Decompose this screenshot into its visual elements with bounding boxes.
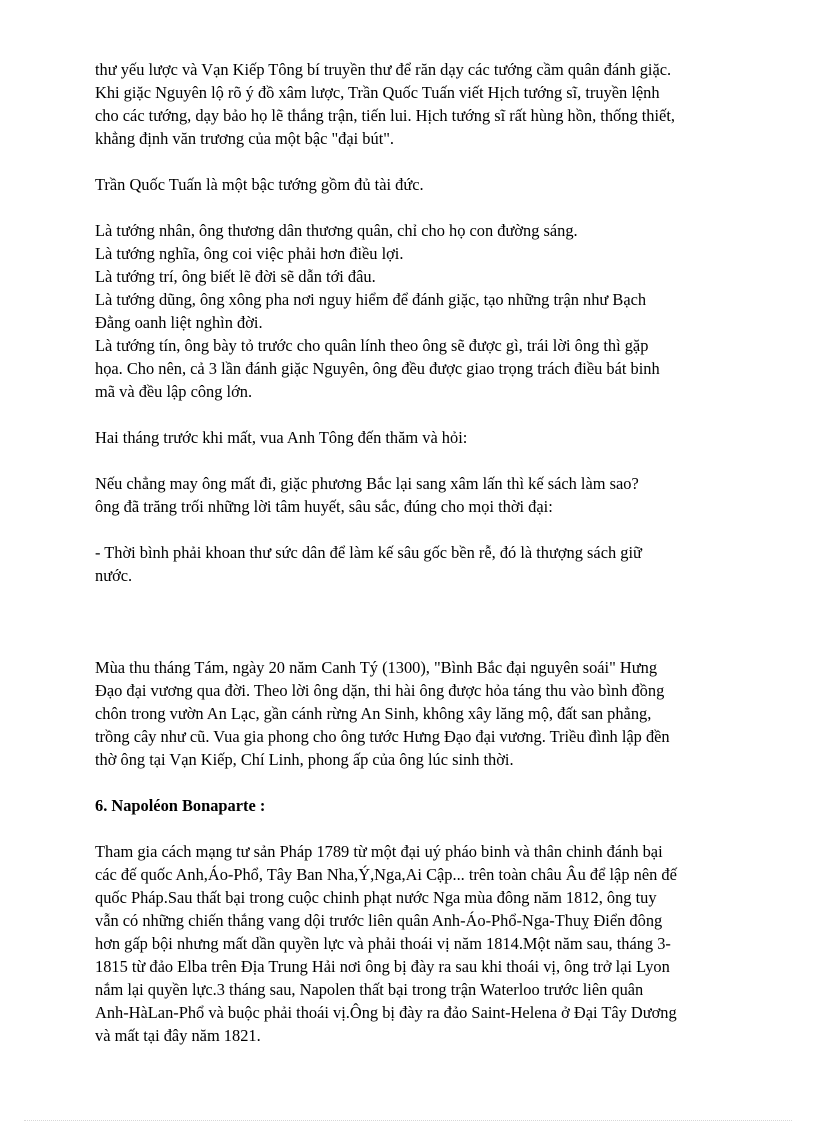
text-line: vẫn có những chiến thắng vang dội trước liên quân Anh-Áo-Phổ-Nga-Thuỵ Điển đông [95, 911, 663, 930]
text-line: Hai tháng trước khi mất, vua Anh Tông đến thăm và hỏi: [95, 428, 468, 447]
paragraph-cau-hoi [95, 472, 767, 518]
paragraph-qua-doi [95, 656, 767, 771]
text-line: Anh-HàLan-Phổ và buộc phải thoái vị.Ông bị đày ra đảo Saint-Helena ở Đại Tây Dương [95, 1003, 677, 1022]
text-line: Khi giặc Nguyên lộ rõ ý đồ xâm lược, Trần Quốc Tuấn viết Hịch tướng sĩ, truyền lệnh [95, 83, 660, 102]
text-line: Là tướng nhân, ông thương dân thương quân, chỉ cho họ con đường sáng. [95, 221, 578, 240]
text-line: Là tướng dũng, ông xông pha nơi nguy hiểm để đánh giặc, tạo những trận như Bạch [95, 290, 647, 309]
text-line: các đế quốc Anh,Áo-Phổ, Tây Ban Nha,Ý,Nga,Ai Cập... trên toàn châu Âu để lập nên đế [95, 865, 677, 884]
text-line: thư yếu lược và Vạn Kiếp Tông bí truyền thư để răn dạy các tướng cầm quân đánh giặc. [95, 60, 672, 79]
text-line: Đằng oanh liệt nghìn đời. [95, 313, 263, 332]
text-line: ông đã trăng trối những lời tâm huyết, sâu sắc, đúng cho mọi thời đại: [95, 497, 553, 516]
text-line: Đạo đại vương qua đời. Theo lời ông dặn, thi hài ông được hỏa táng thu vào bình đồng [95, 681, 665, 700]
text-line: Trần Quốc Tuấn là một bậc tướng gồm đủ tài đức. [95, 175, 424, 194]
text-line: khẳng định văn trương của một bậc "đại bút". [95, 129, 395, 148]
section-heading-napoleon: 6. Napoléon Bonaparte : [95, 796, 266, 815]
text-line: Là tướng nghĩa, ông coi việc phải hơn điều lợi. [95, 244, 404, 263]
text-line: Là tướng trí, ông biết lẽ đời sẽ dẫn tới đâu. [95, 267, 376, 286]
paragraph-tai-duc [95, 173, 767, 196]
text-line: Mùa thu tháng Tám, ngày 20 năm Canh Tý (1300), "Bình Bắc đại nguyên soái" Hưng [95, 658, 658, 677]
paragraph-nam-duc-tuong [95, 219, 767, 403]
text-line: Tham gia cách mạng tư sản Pháp 1789 từ một đại uý pháo binh và thân chinh đánh bại [95, 842, 663, 861]
text-line: và mất tại đây năm 1821. [95, 1026, 261, 1045]
page-bottom-divider [24, 1120, 792, 1121]
text-line: trồng cây như cũ. Vua gia phong cho ông tước Hưng Đạo đại vương. Triều đình lập đền [95, 727, 670, 746]
document-page [95, 58, 767, 1070]
text-line: mã và đều lập công lớn. [95, 382, 253, 401]
blank-space [95, 587, 767, 656]
text-line: chôn trong vườn An Lạc, gần cánh rừng An Sinh, không xây lăng mộ, đất san phẳng, [95, 704, 652, 723]
paragraph-vua-tham-hoi [95, 426, 767, 449]
text-line: họa. Cho nên, cả 3 lần đánh giặc Nguyên, ông đều được giao trọng trách điều bát binh [95, 359, 660, 378]
text-line: thờ ông tại Vạn Kiếp, Chí Linh, phong ấp của ông lúc sinh thời. [95, 750, 514, 769]
text-line: Là tướng tín, ông bày tỏ trước cho quân lính theo ông sẽ được gì, trái lời ông thì gặp [95, 336, 649, 355]
text-line: hơn gấp bội nhưng mất dần quyền lực và phải thoái vị năm 1814.Một năm sau, tháng 3- [95, 934, 671, 953]
paragraph-napoleon [95, 840, 767, 1047]
paragraph-hich-tuong-si [95, 58, 767, 150]
text-line: nắm lại quyền lực.3 tháng sau, Napolen thất bại trong trận Waterloo trước liên quân [95, 980, 644, 999]
text-line: nước. [95, 566, 133, 585]
text-line: 1815 từ đảo Elba trên Địa Trung Hải nơi ông bị đày ra sau khi thoái vị, ông trở lại Lyon [95, 957, 670, 976]
text-line: cho các tướng, dạy bảo họ lẽ thắng trận, tiến lui. Hịch tướng sĩ rất hùng hồn, thống thiết, [95, 106, 675, 125]
text-line: Nếu chẳng may ông mất đi, giặc phương Bắc lại sang xâm lấn thì kế sách làm sao? [95, 474, 639, 493]
paragraph-thuong-sach [95, 541, 767, 587]
text-line: quốc Pháp.Sau thất bại trong cuộc chinh phạt nước Nga mùa đông năm 1812, ông tuy [95, 888, 657, 907]
text-line: - Thời bình phải khoan thư sức dân để làm kế sâu gốc bền rễ, đó là thượng sách giữ [95, 543, 642, 562]
